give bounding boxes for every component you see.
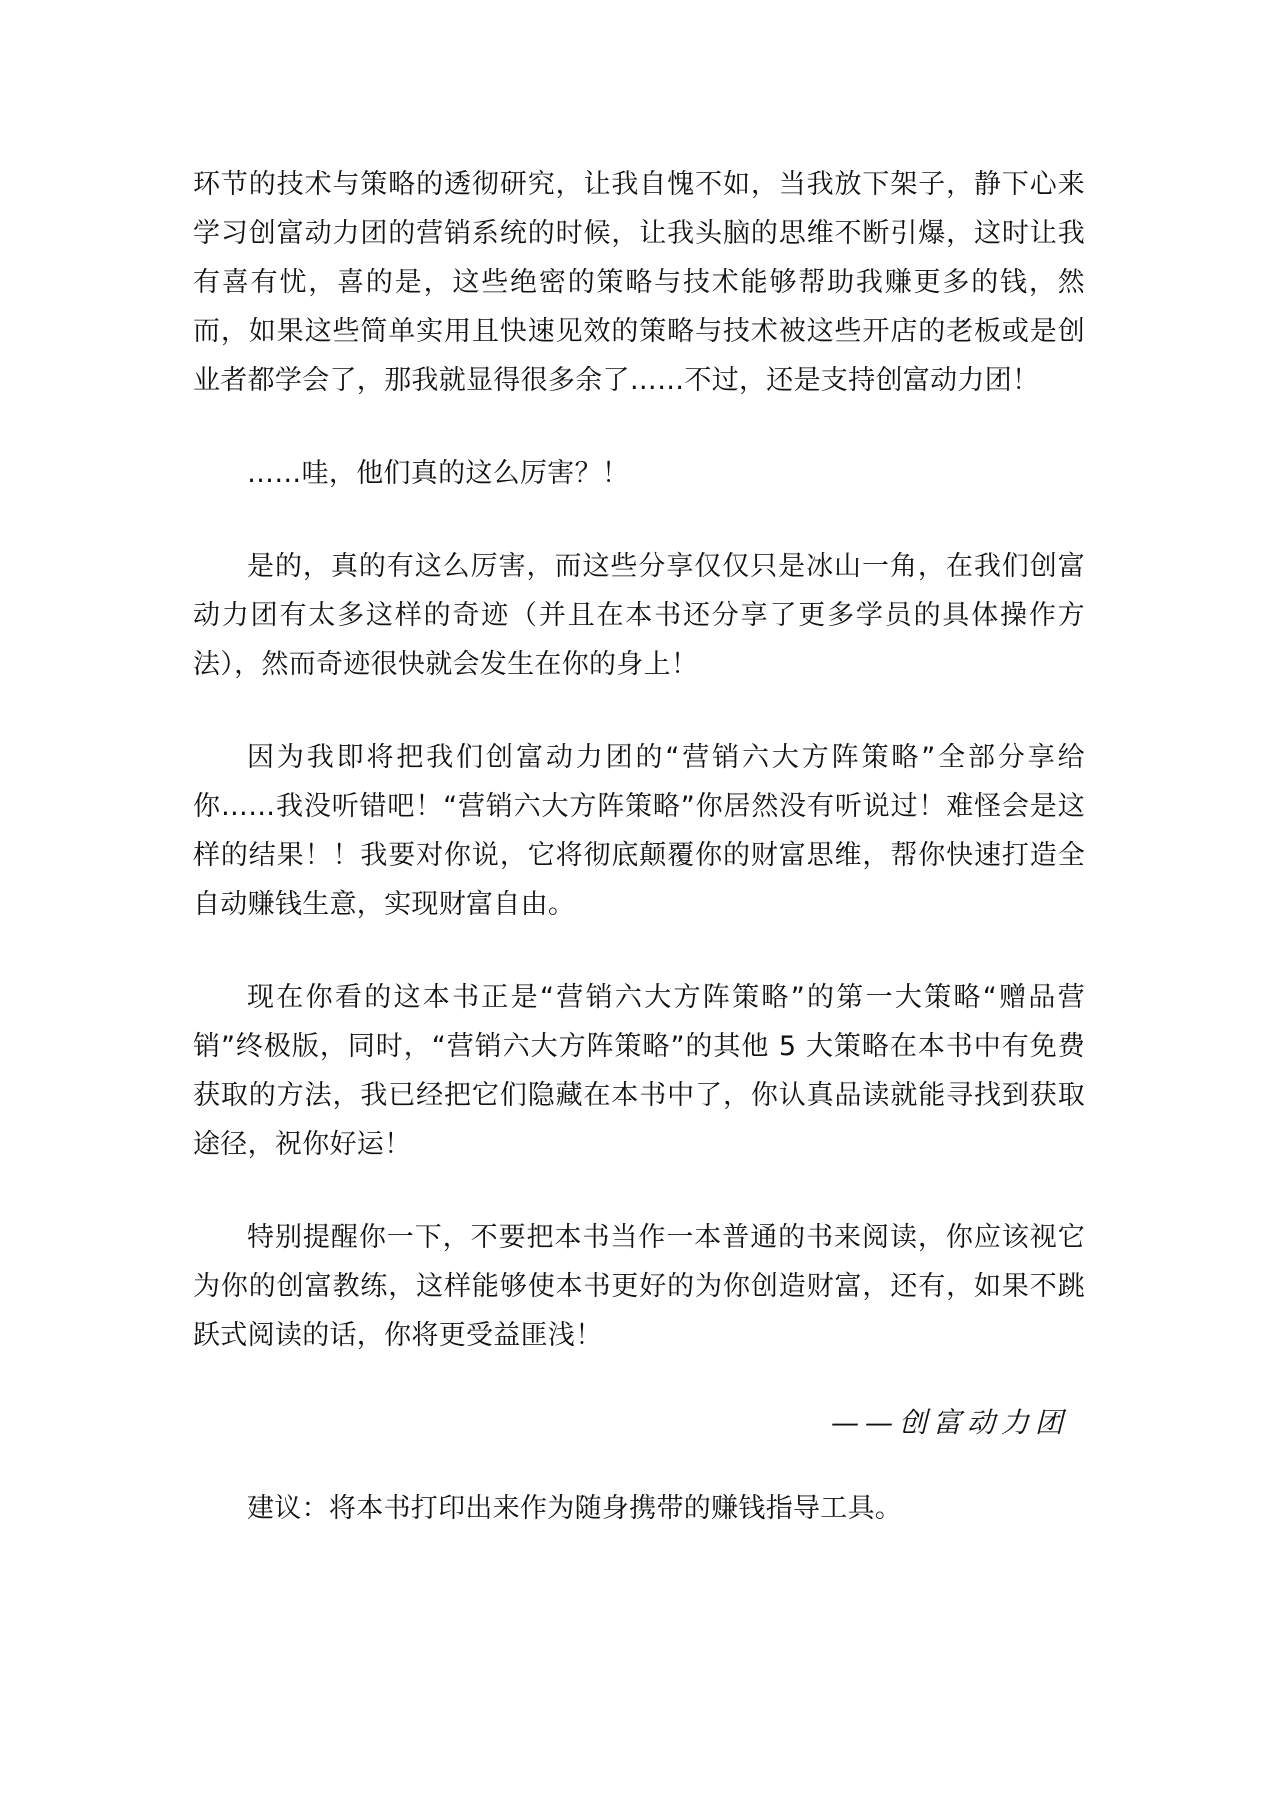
paragraph-reminder: 特别提醒你一下，不要把本书当作一本普通的书来阅读，你应该视它为你的创富教练，这样能够使本书更好的为你创造财富，还有，如果不跳跃式阅读的话，你将更受益匪浅！ [193, 1222, 1085, 1351]
paragraph-strategy-share: 因为我即将把我们创富动力团的“营销六大方阵策略”全部分享给你……我没听错吧！“营销六大方阵策略”你居然没有听说过！难怪会是这样的结果！！我要对你说，它将彻底颠覆你的财富思维，帮你快速打造全自动赚钱生意，实现财富自由。 [193, 742, 1085, 920]
paragraph-continuation: 环节的技术与策略的透彻研究，让我自愧不如，当我放下架子，静下心来学习创富动力团的营销系统的时候，让我头脑的思维不断引爆，这时让我有喜有忧，喜的是，这些绝密的策略与技术能够帮助我赚更多的钱，然而，如果这些简单实用且快速见效的策略与技术被这些开店的老板或是创业者都学会了，那我就显得很多余了……不过，还是支持创富动力团！ [193, 169, 1085, 396]
signature: ——创富动力团 [830, 1406, 1069, 1439]
suggestion-note: 建议：将本书打印出来作为随身携带的赚钱指导工具。 [247, 1493, 903, 1524]
paragraph-book-intro: 现在你看的这本书正是“营销六大方阵策略”的第一大策略“赠品营销”终极版，同时，“营销六大方阵策略”的其他 5 大策略在本书中有免费获取的方法，我已经把它们隐藏在本书中了，你认真品读就能寻找到获取途径，祝你好运！ [193, 982, 1085, 1160]
document-page [193, 160, 1085, 1533]
paragraph-exclamation: ……哇，他们真的这么厉害？！ [247, 458, 630, 489]
paragraph-miracles: 是的，真的有这么厉害，而这些分享仅仅只是冰山一角，在我们创富动力团有太多这样的奇迹（并且在本书还分享了更多学员的具体操作方法），然而奇迹很快就会发生在你的身上！ [193, 551, 1085, 680]
